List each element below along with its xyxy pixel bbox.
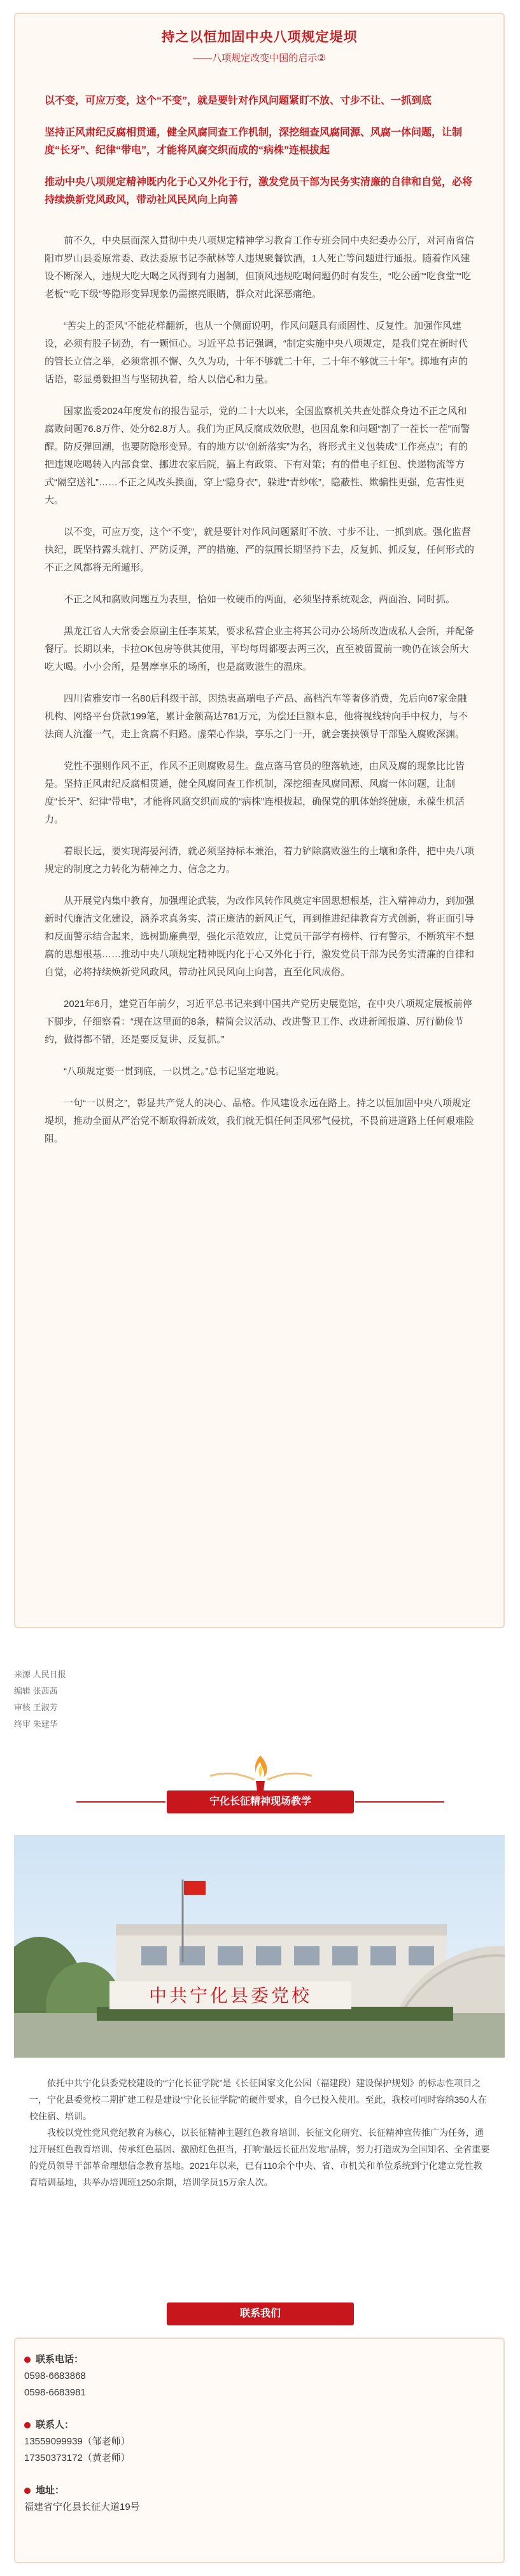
body-paragraph: 不正之风和腐败问题互为表里，恰如一枚硬币的两面，必须坚持系统观念，两面治、同时抓。 [64,594,456,605]
photo-sign-text: 中共宁化县委党校 [148,1986,313,2006]
phone-number[interactable]: 0598-6683981 [24,2387,86,2398]
body-paragraph: 以不变，可应万变，这个“不变”，就是要针对作风问题紧盯不放、寸步不让、一抓到底。强化监督执纪，既坚持露头就打、严防反弹，严的措施、严的氛围长期坚持下去，反复抓、抓反复，任何形式的不正之风都将无所遁形。 [45,527,475,573]
body-paragraph: 从开展党内集中教育，加强理论武装，为改作风转作风奠定牢固思想根基，注入精神动力，到加强新时代廉洁文化建设，涵养求真务实、清正廉洁的新风正气，再到推进纪律教育方式创新，将正面引导和反面警示结合起来，选树勤廉典型，强化示范效应，让党员干部学有榜样、行有警示，不断筑牢不想腐的思想根基……推动中央八项规定精神既内化于心又外化于行，激发党员干部为民务实清廉的自律和自觉，必将持续焕新党风政风，带动社风民风向上向善，直至化风成俗。 [45,896,475,978]
address-text: 福建省宁化县长征大道19号 [24,2502,140,2512]
article-card [14,13,505,1628]
body-paragraph: 四川省雅安市一名80后科级干部，因热衷高端电子产品、高档汽车等奢侈消费，先后向67家金融机构、网络平台贷款199笔，累计金额高达781万元，为偿还巨额本息，他将视线转向手中权力，与不法商人沆瀣一气，走上贪腐不归路。虚荣心作祟，享乐之门一开，就会裹挟领导干部坠入腐败深渊。 [45,693,468,740]
person-phone[interactable]: 13559099939（邹老师） [24,2436,130,2447]
body-paragraph: 前不久，中央层面深入贯彻中央八项规定精神学习教育工作专班会同中央纪委办公厅，对河南省信阳市罗山县委原常委、政法委原书记李献林等人违规聚餐饮酒，1人死亡等问题进行通报。随着作风建设不断深入，违规大吃大喝之风得到有力遏制，但顶风违规吃喝问题仍时有发生，“吃公函”“吃食堂”“吃老板”“吃下级”等隐形变异现象仍需擦亮眼睛，群众对此深恶痛绝。 [45,235,475,300]
body-paragraph: “苦尖上的歪风”不能花样翻新，也从一个侧面说明，作风问题具有顽固性、反复性。加强作风建设，必须有股子韧劲，有一颗恒心。习近平总书记强调，“制定实施中央八项规定，是我们党在新时代的管长立信之举，必须常抓不懈、久久为功，十年不够就二十年，二十年不够就三十年”。掷地有声的话语，彰显勇毅担当与坚韧执着，给人以信心和力量。 [45,321,468,385]
bullet-icon [24,2488,31,2494]
credit-source: 来源 人民日报 [14,1670,66,1679]
contact-person [24,2417,130,2467]
article-subtitle: ——八项规定改变中国的启示② [193,53,326,64]
description-paragraph: 依托中共宁化县委党校建设的“宁化长征学院”是《长征国家文化公园（福建段）建设保护规划》的标志性项目之一，宁化县委党校二期扩建工程是建设“宁化长征学院”的硬件要求，自今已投入使用。至此，我校可同时容纳350人在校住宿、培训。 [29,2078,487,2121]
body-paragraph: 一句“一以贯之”，彰显共产党人的决心、品格。作风建设永远在路上。持之以恒加固中央八项规定堤坝，推动全面从严治党不断取得新成效，我们就无惧任何歪风邪气侵扰，不畏前进道路上任何艰难险阻。 [45,1098,475,1144]
credit-final: 终审 朱建华 [14,1719,58,1729]
body-paragraph: “八项规定要一贯到底，一以贯之。”总书记坚定地说。 [64,1066,285,1077]
contact-address [24,2483,140,2516]
phone-label: 联系电话： [36,2354,84,2365]
lead-paragraph: 推动中央八项规定精神既内化于心又外化于行，激发党员干部为民务实清廉的自律和自觉，必将持续焕新党风政风，带动社风民风向上向善 [45,177,473,205]
lead-paragraph: 以不变，可应万变，这个“不变”，就是要针对作风问题紧盯不放、寸步不让、一抓到底 [45,95,432,106]
section-title: 宁化长征精神现场教学 [167,1790,354,1813]
body-paragraph: 2021年6月，建党百年前夕，习近平总书记来到中国共产党历史展览馆，在中央八项规定展板前停下脚步，仔细察看：“现在这里面的8条，精简会议活动、改进警卫工作、改进新闻报道、厉行勤俭节约，做得都不错，还是要反复讲、反复抓。” [45,999,472,1045]
section-description [29,2075,491,2191]
description-paragraph: 我校以党性党风党纪教育为核心，以长征精神主题红色教育培训、长征文化研究、长征精神宣传推广为任务，通过开展红色教育培训、传承红色基因、激励红色担当，打响“最远长征出发地”品牌，努力打造成为全国知名、全省重要的党员领导干部革命理想信念教育基地。2021年以来，已有110余个中央、省、市机关和单位系统到宁化建立党性教育培训基地，共举办培训班1250余期，培训学员15万余人次。 [29,2128,490,2187]
bullet-icon [24,2357,31,2363]
party-school-photo [14,1835,505,2058]
address-label: 地址： [36,2485,65,2496]
credit-reviewer: 审核 王淑芳 [14,1703,58,1712]
body-paragraph: 国家监委2024年度发布的报告显示，党的二十大以来，全国监察机关共查处群众身边不正之风和腐败问题76.8万件、处分62.8万人。我们为正风反腐成效欣慰，也因乱象和问题“割了一茬长一茬”而警醒。防反弹回潮，也要防隐形变异。有的地方以“创新落实”为名，将形式主义包装成“工作亮点”；有的把违规吃喝转入内部食堂、挪进农家后院，搞上有政策、下有对策；有的借电子红包、快递物流等方式“隔空送礼”……不正之风改头换面，穿上“隐身衣”，躲进“青纱帐”，隐蔽性、欺骗性更强，危害性更大。 [45,406,470,506]
banner-line-left [76,1801,165,1803]
body-paragraph: 党性不强则作风不正，作风不正则腐败易生。盘点落马官员的堕落轨迹，由风及腐的现象比比皆是。坚持正风肃纪反腐相贯通，健全风腐同查工作机制，深挖细查风腐同源、风腐一体问题，让制度“长牙”、纪律“带电”，才能将风腐交织而成的“病株”连根拔起，确保党的肌体始终健康，永葆生机活力。 [45,761,465,825]
person-label: 联系人： [36,2420,74,2430]
bullet-icon [24,2422,31,2428]
person-phone[interactable]: 17350373172（黄老师） [24,2453,130,2463]
credits [14,1666,66,1733]
body-paragraph: 着眼长远，要实现海晏河清，就必须坚持标本兼治，着力铲除腐败滋生的土壤和条件，把中央八项规定的制度之力转化为精神之力、信念之力。 [45,846,475,875]
lead-paragraph: 坚持正风肃纪反腐相贯通，健全风腐同查工作机制，深挖细查风腐同源、风腐一体问题，让制度“长牙”、纪律“带电”，才能将风腐交织而成的“病株”连根拔起 [45,127,463,156]
article-title: 持之以恒加固中央八项规定堤坝 [161,30,358,45]
banner-line-right [355,1801,444,1803]
phone-number[interactable]: 0598-6683868 [24,2371,86,2381]
contact-title: 联系我们 [167,2302,354,2325]
contact-phone [24,2351,86,2401]
credit-editor: 编辑 张茜茜 [14,1686,58,1696]
body-paragraph: 黑龙江省人大常委会原副主任李某某，要求私营企业主将其公司办公场所改造成私人会所，并配备餐厅。长期以来，卡拉OK包房等供其使用，平均每周都要去两三次，直至被留置前一晚仍在该会所大吃大喝。小小会所，是暑摩享乐的场所，也是腐败滋生的温床。 [45,626,475,672]
